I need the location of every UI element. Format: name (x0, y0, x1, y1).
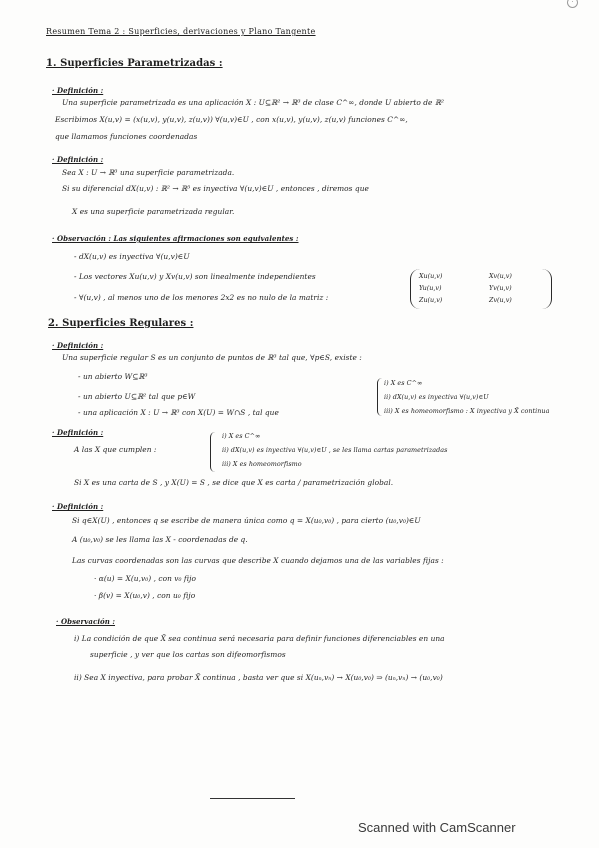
text-line: superficie , y ver que los cartas son difeomorfismos (90, 650, 286, 659)
matrix-cell: Zu(u,v) (419, 296, 443, 304)
list-item: - dX(u,v) es inyectiva ∀(u,v)∈U (74, 252, 190, 261)
scanner-watermark: Scanned with CamScanner (358, 820, 516, 835)
text-line: que llamamos funciones coordenadas (55, 132, 198, 141)
jacobian-matrix (410, 269, 552, 309)
condition-brace (210, 432, 215, 472)
text-line: Escribimos X(u,v) = (x(u,v), y(u,v), z(u,v)) ∀(u,v)∈U , con x(u,v), y(u,v), z(u,v) funciones C^∞, (55, 115, 408, 124)
condition-brace (377, 378, 382, 416)
text-line: A las X que cumplen : (74, 445, 157, 454)
list-item: · β(v) = X(u₀,v) , con u₀ fijo (94, 591, 196, 600)
definition-label: · Definición : (52, 428, 104, 437)
observation-label: · Observación : Las siguientes afirmaciones son equivalentes : (52, 234, 299, 243)
matrix-cell: Zv(u,v) (489, 296, 512, 304)
list-item: - Los vectores Xu(u,v) y Xv(u,v) son linealmente independientes (74, 272, 316, 281)
text-line: Si su diferencial dX(u,v) : ℝ² → ℝ³ es inyectiva ∀(u,v)∈U , entonces , diremos que (62, 184, 369, 193)
text-line: Una superficie regular S es un conjunto de puntos de ℝ³ tal que, ∀p∈S, existe : (62, 353, 362, 362)
condition-item: ii) dX(u,v) es inyectiva ∀(u,v)∈U , se les llama cartas parametrizadas (222, 446, 448, 454)
text-line: Una superficie parametrizada es una aplicación X : U⊆ℝ² → ℝ³ de clase C^∞, donde U abierto de ℝ² (62, 98, 445, 107)
text-line: i) La condición de que X̃ sea continua será necesaria para definir funciones diferenciables en una (74, 634, 445, 643)
page-title: Resumen Tema 2 : Superficies, derivaciones y Plano Tangente (46, 27, 316, 36)
condition-item: ii) dX(u,v) es inyectiva ∀(u,v)∈U (384, 393, 489, 401)
definition-label: · Definición : (52, 86, 104, 95)
list-item: - ∀(u,v) , al menos uno de los menores 2x2 es no nulo de la matriz : (74, 293, 329, 302)
text-line: X es una superficie parametrizada regular. (72, 207, 235, 216)
section-2-heading: 2. Superficies Regulares : (48, 318, 194, 329)
condition-item: iii) X es homeomorfismo (222, 460, 302, 468)
list-item: - un abierto U⊆ℝ² tal que p∈W (78, 392, 196, 401)
page-corner-icon[interactable]: · (567, 0, 578, 8)
condition-item: i) X es C^∞ (384, 379, 423, 387)
text-line: ii) Sea X inyectiva, para probar X̃ continua , basta ver que si X(uₙ,vₙ) → X(u₀,v₀) ⇒ (uₙ,vₙ) → (u₀,v₀) (74, 673, 443, 682)
condition-item: iii) X es homeomorfismo : X inyectiva y X̃ continua (384, 407, 550, 415)
matrix-cell: Xv(u,v) (489, 272, 512, 280)
observation-label: · Observación : (56, 617, 116, 626)
matrix-cell: Xu(u,v) (419, 272, 443, 280)
list-item: - una aplicación X : U → ℝ³ con X(U) = W∩S , tal que (78, 408, 279, 417)
definition-label: · Definición : (52, 155, 104, 164)
matrix-cell: Yv(u,v) (489, 284, 512, 292)
text-line: Si X es una carta de S , y X(U) = S , se dice que X es carta / parametrización global. (74, 478, 394, 487)
text-line: Si q∈X(U) , entonces q se escribe de manera única como q = X(u₀,v₀) , para cierto (u₀,v₀)∈U (72, 516, 421, 525)
page-divider (210, 798, 295, 799)
text-line: A (u₀,v₀) se les llama las X - coordenadas de q. (72, 535, 248, 544)
list-item: · α(u) = X(u,v₀) , con v₀ fijo (94, 574, 196, 583)
definition-label: · Definición : (52, 341, 104, 350)
definition-label: · Definición : (52, 502, 104, 511)
section-1-heading: 1. Superficies Parametrizadas : (46, 58, 223, 69)
list-item: - un abierto W⊆ℝ³ (78, 372, 148, 381)
condition-item: i) X es C^∞ (222, 432, 261, 440)
matrix-cell: Yu(u,v) (419, 284, 442, 292)
text-line: Las curvas coordenadas son las curvas que describe X cuando dejamos una de las variables fijas : (72, 556, 444, 565)
text-line: Sea X : U → ℝ³ una superficie parametrizada. (62, 168, 235, 177)
